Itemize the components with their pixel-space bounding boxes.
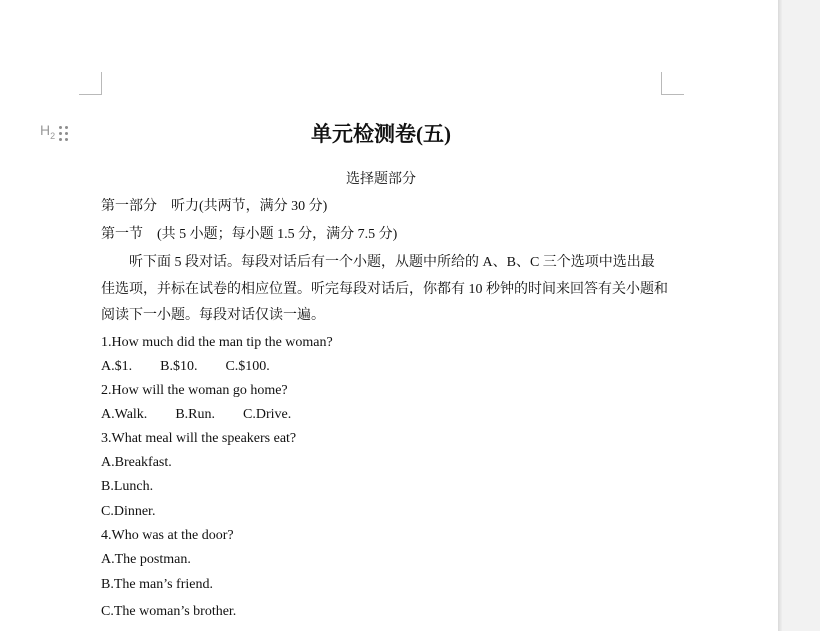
option-a: A.Walk. xyxy=(101,407,148,422)
option-b: B.The man’s friend. xyxy=(101,577,213,592)
drag-handle-icon[interactable] xyxy=(59,126,68,141)
question-4: 4.Who was at the door? xyxy=(101,528,234,543)
option-c: C.Dinner. xyxy=(101,504,156,519)
option-b: B.Lunch. xyxy=(101,479,154,494)
heading-2-icon[interactable]: $H_2$ xyxy=(40,122,56,141)
question-3: 3.What meal will the speakers eat? xyxy=(101,431,297,446)
part-heading: 第一部分 听力(共两节，满分 30 分) xyxy=(101,199,328,214)
option-c: C.The woman’s brother. xyxy=(101,604,237,619)
option-a: A.The postman. xyxy=(101,552,191,567)
option-c: C.$100. xyxy=(225,359,270,374)
page-edge-shadow xyxy=(778,0,782,631)
instruction-line: 听下面 5 段对话。每段对话后有一个小题，从题中所给的 A、B、C 三个选项中选出最 xyxy=(101,255,655,270)
option-a: A.Breakfast. xyxy=(101,455,172,470)
option-b: B.Run. xyxy=(175,407,215,422)
document-subtitle: 选择题部分 xyxy=(346,172,416,187)
document-title: 单元检测卷(五) xyxy=(311,122,451,146)
question-1-options xyxy=(101,357,270,377)
question-1: 1.How much did the man tip the woman? xyxy=(101,335,333,350)
option-c: C.Drive. xyxy=(243,407,292,422)
question-2-options xyxy=(101,405,291,425)
heading-tools xyxy=(40,124,68,142)
margin-corner-top-left xyxy=(79,72,102,95)
section-heading: 第一节 (共 5 小题；每小题 1.5 分，满分 7.5 分) xyxy=(101,227,398,242)
question-2: 2.How will the woman go home? xyxy=(101,383,288,398)
instruction-line: 阅读下一小题。每段对话仅读一遍。 xyxy=(101,308,325,323)
instruction-line: 佳选项，并标在试卷的相应位置。听完每段对话后，你都有 10 秒钟的时间来回答有关小题和 xyxy=(101,282,668,297)
option-b: B.$10. xyxy=(160,359,198,374)
margin-corner-top-right xyxy=(661,72,684,95)
option-a: A.$1. xyxy=(101,359,133,374)
